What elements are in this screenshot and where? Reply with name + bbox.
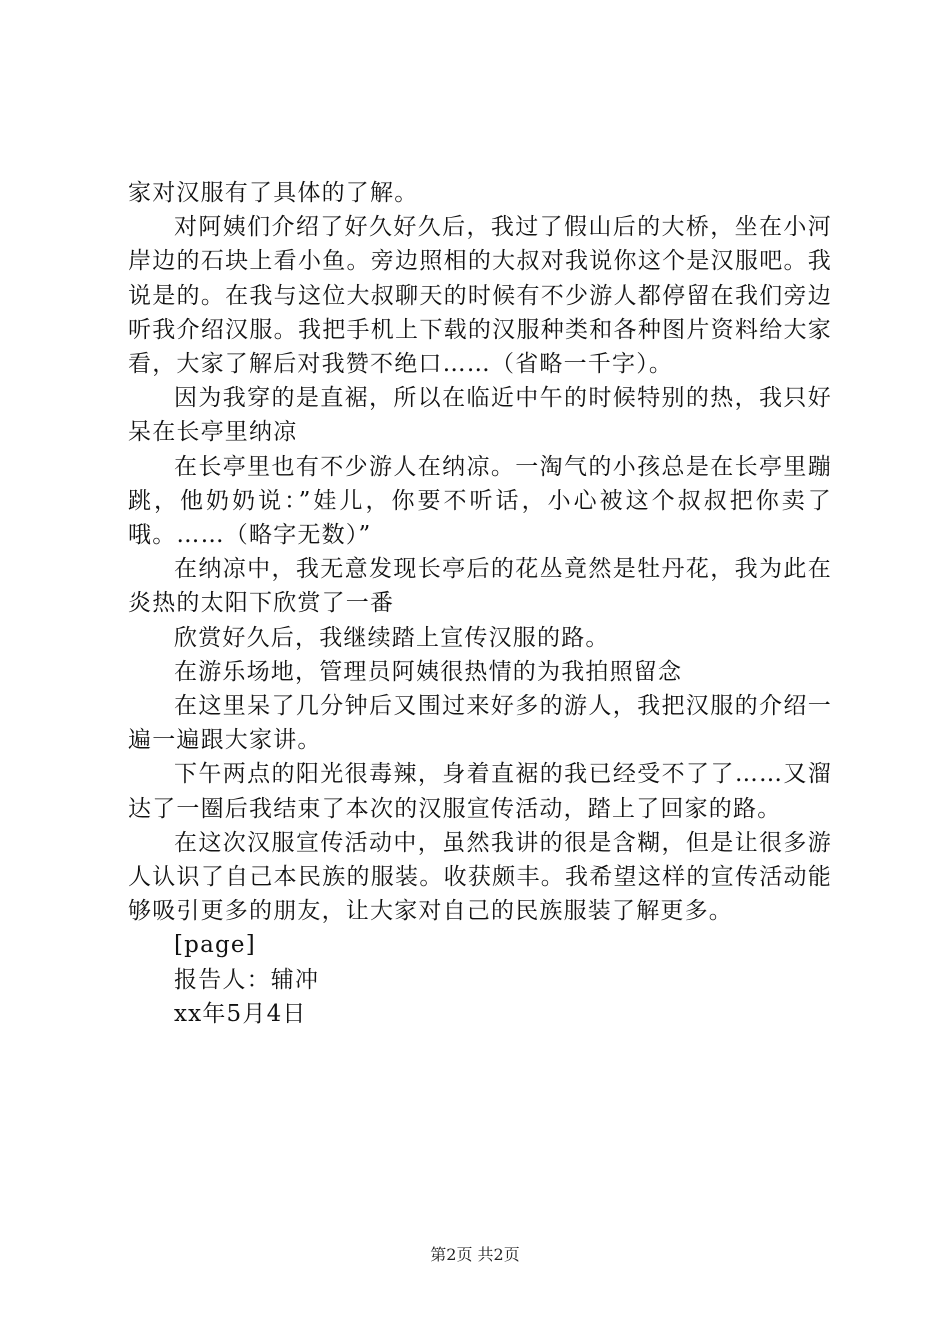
page-footer [0, 1245, 950, 1265]
paragraph-10: 在这次汉服宣传活动中，虽然我讲的很是含糊，但是让很多游人认识了自己本民族的服装。收获颇丰。我希望这样的宣传活动能够吸引更多的朋友，让大家对自己的民族服装了解更多。 [128, 829, 832, 925]
reporter-line: 报告人：辅冲 [174, 966, 320, 993]
paragraph-4: 在长亭里也有不少游人在纳凉。一淘气的小孩总是在长亭里蹦跳，他奶奶说：”娃儿，你要不听话，小心被这个叔叔把你卖了哦。……（略字无数）” [128, 453, 832, 549]
page-number-label: 第2页 共2页 [430, 1245, 520, 1264]
paragraph-2: 对阿姨们介绍了好久好久后，我过了假山后的大桥，坐在小河岸边的石块上看小鱼。旁边照相的大叔对我说你这个是汉服吧。我说是的。在我与这位大叔聊天的时候有不少游人都停留在我们旁边听我介绍汉服。我把手机上下载的汉服种类和各种图片资料给大家看，大家了解后对我赞不绝口……（省略一千字）。 [128, 214, 832, 378]
page-marker: [page] [174, 932, 256, 959]
paragraph-1: 家对汉服有了具体的了解。 [128, 180, 419, 206]
paragraph-6: 欣赏好久后，我继续踏上宣传汉服的路。 [174, 624, 610, 651]
paragraph-8: 在这里呆了几分钟后又围过来好多的游人，我把汉服的介绍一遍一遍跟大家讲。 [128, 693, 832, 754]
paragraph-7: 在游乐场地，管理员阿姨很热情的为我拍照留念 [174, 658, 683, 685]
paragraph-5: 在纳凉中，我无意发现长亭后的花丛竟然是牡丹花，我为此在炎热的太阳下欣赏了一番 [128, 556, 832, 617]
paragraph-3: 因为我穿的是直裾，所以在临近中午的时候特别的热，我只好呆在长亭里纳凉 [128, 385, 832, 446]
date-line: xx年5月4日 [174, 1000, 307, 1027]
document-body [128, 176, 832, 1031]
paragraph-9: 下午两点的阳光很毒辣，身着直裾的我已经受不了了……又溜达了一圈后我结束了本次的汉服宣传活动，踏上了回家的路。 [128, 761, 832, 822]
